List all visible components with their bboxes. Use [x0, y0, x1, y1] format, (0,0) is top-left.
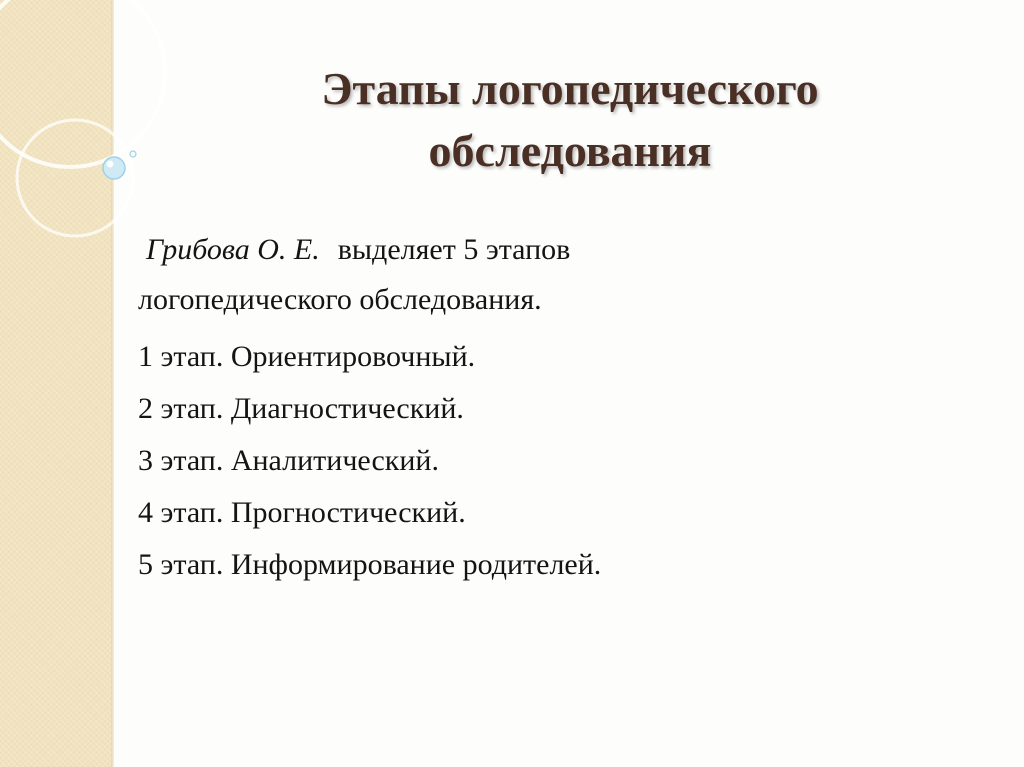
intro-text-1: выделяет 5 этапов	[337, 233, 571, 266]
decorative-rings	[0, 0, 160, 260]
large-ring	[0, 0, 165, 167]
slide-content	[138, 225, 958, 591]
stage-item-2: 2 этап. Диагностический.	[138, 392, 464, 425]
title-line-1: Этапы логопедического	[321, 63, 819, 114]
small-bubble-icon	[130, 151, 136, 157]
intro-text-2: логопедического обследования.	[138, 283, 542, 316]
title-line-2: обследования	[428, 125, 712, 176]
intro-paragraph	[138, 225, 958, 325]
stage-item-5: 5 этап. Информирование родителей.	[138, 548, 602, 581]
author-name: Грибова О. Е.	[146, 233, 320, 266]
bubble-icon	[103, 157, 125, 179]
stage-item-4: 4 этап. Прогностический.	[138, 496, 466, 529]
bubble-highlight	[107, 161, 114, 168]
slide-title	[180, 58, 960, 182]
stage-item-3: 3 этап. Аналитический.	[138, 444, 439, 477]
stage-item-1: 1 этап. Ориентировочный.	[138, 340, 476, 373]
